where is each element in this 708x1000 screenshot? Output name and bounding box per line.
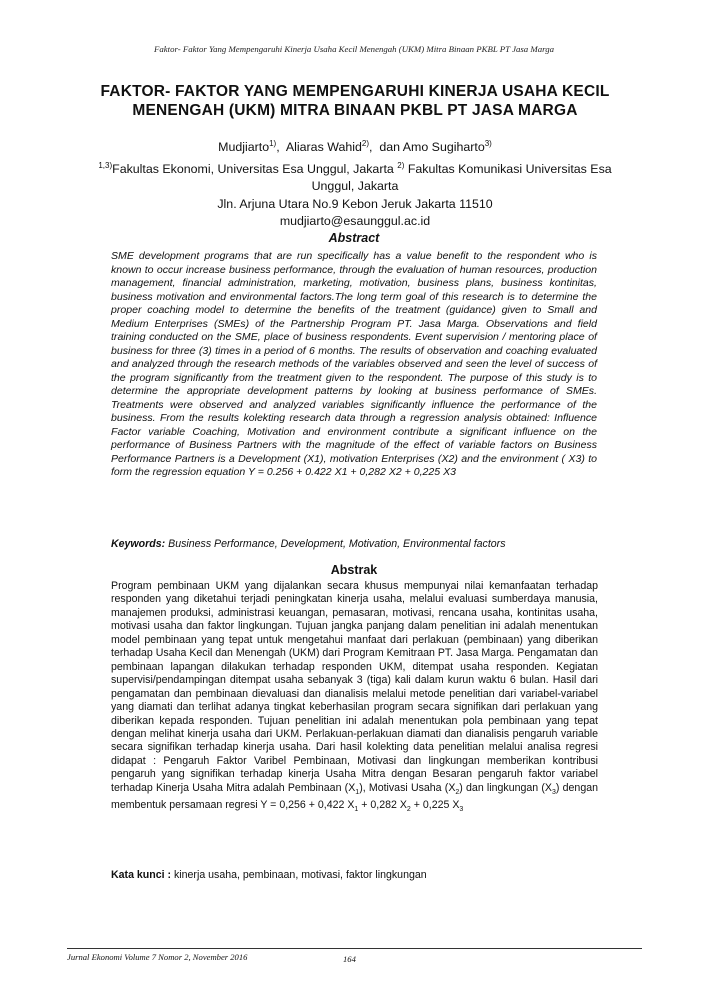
abstrak-body <box>111 580 598 817</box>
title-line-2: MENENGAH (UKM) MITRA BINAAN PKBL PT JASA MARGA <box>132 102 578 119</box>
subscript-x1: 1 <box>355 788 360 796</box>
equation-subscript-1: 1 <box>354 806 359 814</box>
paper-title <box>60 82 650 120</box>
abstract-heading: Abstract <box>328 231 380 245</box>
affiliation-1: Fakultas Ekonomi, Universitas Esa Unggul, Jakarta <box>112 161 394 176</box>
keywords-label: Keywords: <box>111 538 166 550</box>
abstrak-text-6: + 0,225 X <box>410 799 460 812</box>
author-names: Mudjiarto$^{1)}$, Aliaras Wahid$^{2)}$, dan Amo Sugiharto$^{3)}$ <box>218 139 492 155</box>
kata-kunci <box>111 869 611 881</box>
running-head: Faktor- Faktor Yang Mempengaruhi Kinerja Usaha Kecil Menengah (UKM) Mitra Binaan PKBL PT Jasa Marga <box>153 44 555 54</box>
abstract-body: SME development programs that are run specifically has a value benefit to the respondent who is known to occur increase business performance, through the evaluation of human resources, production management, financial administration, marketing, motivation, business plans, business kontinitas, business motivation and environmental factors.The long term goal of this research is to determine the proper coaching model to determine the benefits of the treatment (guidance) given to Small and Medium Enterprises (SMEs) of the Partnership Program PT. Jasa Marga. Observations and field training conducted on the SME, place of business respondents. Event supervision / mentoring place of business for three (3) times in a period of 6 months. The results of observation and coaching evaluated and analyzed through the research methods of the variables observed and seen the level of success of the program significantly from the treatment given to the respondent. The purpose of this study is to determine the appropriate development patterns by looking at business performance of SMEs. Treatments were observed and analyzed variables significantly influence the performance of the business. From the results kolekting research data through a regression analysis obtained: Influence Factor variable Coaching, Motivation and environment contribute a significant influence on the performance of Business Partners with the magnitude of the effect of variable factors on Business Performance Partners is a Development (X1), motivation Enterprises (X2) and the environment ( X3) to form the regression equation Y = 0.256 + 0.422 X1 + 0,282 X2 + 0,225 X3 <box>111 250 597 478</box>
footer-journal: Jurnal Ekonomi Volume 7 Nomor 2, November 2016 <box>67 952 248 962</box>
email: mudjiarto@esaunggul.ac.id <box>279 214 431 229</box>
keywords-text: Business Performance, Development, Motivation, Environmental factors <box>168 538 506 550</box>
title-line-1: FAKTOR- FAKTOR YANG MEMPENGARUHI KINERJA USAHA KECIL <box>100 83 610 100</box>
kata-kunci-label: Kata kunci : <box>111 869 172 881</box>
affiliation-2-note: 2) <box>397 160 405 170</box>
author-2: Aliaras Wahid <box>285 140 362 155</box>
equation-subscript-3: 3 <box>459 806 464 814</box>
page-number: 164 <box>343 954 356 964</box>
affiliation-2: Fakultas Komunikasi Universitas Esa <box>407 161 612 176</box>
address: Jln. Arjuna Utara No.9 Kebon Jeruk Jakarta 11510 <box>217 196 493 211</box>
abstrak-text-4: ) dengan membentuk persamaan regresi Y = 0,256 + 0,422 X <box>111 781 599 812</box>
footer-divider <box>67 948 642 949</box>
subscript-x3: 3 <box>552 788 556 796</box>
abstrak-text-5: + 0,282 X <box>358 799 407 812</box>
author-3-note: 3) <box>484 139 492 148</box>
affiliation-2-continued: Unggul, Jakarta <box>311 179 399 194</box>
keywords <box>111 538 611 550</box>
abstrak-text-2: ), Motivasi Usaha (X <box>359 781 456 794</box>
author-1: Mudjiarto <box>218 140 270 155</box>
author-block <box>60 135 650 231</box>
affiliations <box>60 157 650 179</box>
author-2-note: 2) <box>361 139 369 148</box>
abstrak-heading: Abstrak <box>330 563 378 577</box>
subscript-x2: 2 <box>455 788 460 796</box>
affiliation-1-note: 1,3) <box>98 160 113 170</box>
equation-subscript-2: 2 <box>406 806 411 814</box>
kata-kunci-text: kinerja usaha, pembinaan, motivasi, faktor lingkungan <box>174 869 427 881</box>
author-3: dan Amo Sugiharto <box>379 140 485 155</box>
abstrak-main-text: Program pembinaan UKM yang dijalankan secara khusus mempunyai nilai kemanfaatan terhadap responden yang diketahui terjadi peningkatan kinerja usaha, melalui evaluasi sumberdaya manusia, manajemen produksi, administrasi keuangan, pemasaran, motivasi, rencana usaha, kontinitas usaha, motivasi usaha dan faktor lingkungan. Tujuan jangka panjang dalam penelitian ini adalah menentukan model pembinaan yang tepat untuk mengetahui manfaat dari perlakuan (pembinaan) yang diberikan terhadap Usaha Kecil dan Menengah (UKM) dari Program Kemitraan PT. Jasa Marga. Pengamatan dan pembinaan lapangan dilakukan terhadap responden UKM, ditempat usaha responden. Kegiatan supervisi/pendampingan ditempat usaha sebanyak 3 (tiga) kali dalam kurun waktu 6 bulan. Hasil dari pengamatan dan pembinaan dievaluasi dan dianalisis melalui metode penelitian dari variabel-variabel yang diamati dan terlihat adanya tingkat keberhasilan program secara signifikan dari perlakuan yang diberikan kepada responden. Tujuan penelitian ini adalah menentukan pola pembinaan yang tepat dengan melihat kinerja usaha dari UKM. Perlakuan-perlakuan diamati dan dianalisis pengaruh variable secara signifikan terhadap kinerja usaha. Dari hasil kolekting data penelitian melalui analisa regresi didapat : Pengaruh Faktor Varibel Pembinaan, Motivasi dan lingkungan memberikan kontribusi pengaruh yang signifikan terhadap kinerja Usaha Mitra dengan Besaran pengaruh faktor variabel terhadap Kinerja Usaha Mitra adalah Pembinaan (X <box>111 580 598 794</box>
author-1-note: 1) <box>269 139 277 148</box>
abstrak-text-3: ) dan lingkungan (X <box>459 781 552 794</box>
